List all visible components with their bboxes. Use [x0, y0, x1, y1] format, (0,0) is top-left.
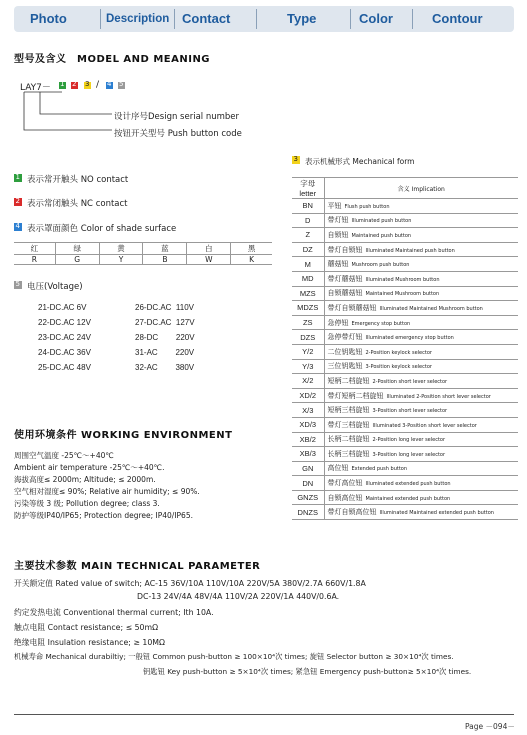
environment-line: 污染等级 3 级; Pollution degree; class 3.	[14, 499, 160, 508]
table-row	[292, 476, 518, 491]
mech-code: MD	[292, 271, 324, 286]
voltage-item: 32-AC 380V	[135, 363, 195, 372]
mech-code: XD/2	[292, 388, 324, 403]
mech-code: MDZS	[292, 301, 324, 316]
mech-code: DZS	[292, 330, 324, 345]
mech-meaning-cn: 带灯自锁蘑菇钮	[327, 303, 377, 312]
table-cell: 白	[187, 243, 231, 255]
button-code-label: 按钮开关型号 Push button code	[114, 129, 242, 139]
mech-meaning-cn: 急停带灯钮	[327, 333, 363, 342]
mech-digit: 3	[293, 155, 298, 163]
mech-code: M	[292, 257, 324, 272]
tab-contact[interactable]: Contact	[182, 11, 231, 26]
environment-heading: 使用环境条件 WORKING ENVIRONMENT	[14, 430, 233, 441]
table-row	[292, 432, 518, 447]
mech-meaning	[324, 403, 518, 418]
tab-contour[interactable]: Contour	[432, 11, 483, 26]
mech-meaning-en: Illuminated Maintained Mushroom button	[379, 305, 483, 312]
mech-meaning-cn: 自锁高位钮	[327, 493, 363, 502]
mech-meaning-cn: 长柄二档旋钮	[327, 435, 370, 444]
table-cell: K	[231, 255, 272, 265]
code-digit-5: 5	[119, 80, 124, 88]
mech-meaning	[324, 476, 518, 491]
nc-contact-label: 表示常闭触头 NC contact	[27, 199, 128, 209]
table-row	[292, 286, 518, 301]
tab-photo[interactable]: Photo	[30, 11, 67, 26]
tab-description[interactable]: Description	[106, 13, 170, 25]
mech-meaning-cn: 蘑菇钮	[327, 260, 349, 269]
no-contact-label: 表示常开触头 NO contact	[27, 175, 129, 185]
table-row	[292, 417, 518, 432]
shade-color-label: 表示罩面颜色 Color of shade surface	[27, 224, 177, 234]
mech-meaning-en: Flush push button	[344, 203, 390, 210]
mech-meaning-cn: 短柄二档旋钮	[327, 376, 370, 385]
mech-meaning-en: Illuminated Maintained extended push button	[379, 510, 494, 517]
table-header	[292, 178, 518, 199]
model-heading: 型号及含义 MODEL AND MEANING	[14, 54, 211, 65]
mech-meaning	[324, 257, 518, 272]
mech-meaning	[324, 199, 518, 214]
table-cell: B	[143, 255, 187, 265]
code-digit-2: 2	[72, 80, 77, 88]
mech-code: Y/2	[292, 344, 324, 359]
voltage-label: 电压(Voltage)	[27, 282, 83, 292]
durability-line-2: 钥匙钮 Key push-button ≥ 5×10⁴次 times; 紧急钮 Emergency push-button≥ 5×10⁴次 times.	[143, 667, 472, 676]
mech-meaning	[324, 301, 518, 316]
mech-meaning-en: Maintained extended push button	[365, 495, 451, 502]
mech-code: XD/3	[292, 417, 324, 432]
mech-meaning-en: 2-Position short lever selector	[372, 378, 448, 385]
tab-divider	[100, 9, 101, 29]
table-row	[292, 315, 518, 330]
mech-code: GNZS	[292, 490, 324, 505]
mech-meaning-en: Illuminated 2-Position short lever selector	[386, 393, 491, 400]
thermal-current-line: 约定发热电流 Conventional thermal current; Ith 10A.	[14, 608, 214, 617]
table-row	[292, 490, 518, 505]
table-row	[292, 403, 518, 418]
mech-code: X/3	[292, 403, 324, 418]
mech-meaning-en: 3-Position keylock selector	[365, 364, 432, 371]
mech-meaning-en: Illuminated Maintained push button	[365, 247, 455, 254]
mech-code: MZS	[292, 286, 324, 301]
rated-value-line: 开关额定值 Rated value of switch; AC-15 36V/10A 110V/10A 220V/5A 380V/2.7A 660V/1.8A	[14, 579, 366, 588]
mech-meaning-en: 2-Position long lever selector	[372, 437, 446, 444]
mech-meaning	[324, 315, 518, 330]
mech-meaning-cn: 带灯高位钮	[327, 479, 363, 488]
shade-color-table	[14, 242, 272, 265]
mech-code: DZ	[292, 242, 324, 257]
voltage-item: 31-AC 220V	[135, 348, 195, 357]
mech-meaning-en: Maintained Mushroom button	[365, 291, 440, 298]
mech-meaning	[324, 286, 518, 301]
color-row-cn	[14, 243, 272, 255]
mech-meaning-en: Illuminated push button	[351, 218, 412, 225]
legend-digit-4: 4	[15, 222, 20, 230]
top-tab-bar	[14, 6, 514, 32]
mech-meaning-cn: 三位钥匙钮	[327, 362, 363, 371]
table-row	[292, 199, 518, 214]
voltage-item: 28-DC 220V	[135, 333, 195, 342]
table-row	[292, 242, 518, 257]
voltage-item: 24-DC.AC 36V	[38, 348, 91, 357]
mech-code: XB/3	[292, 447, 324, 462]
mech-meaning	[324, 374, 518, 389]
table-cell: W	[187, 255, 231, 265]
table-cell: 绿	[55, 243, 99, 255]
mech-meaning-en: 3-Position short lever selector	[372, 408, 448, 415]
mech-meaning-cn: 自锁钮	[327, 230, 349, 239]
mech-meaning-cn: 长柄三档旋钮	[327, 449, 370, 458]
legend-digit-5: 5	[15, 280, 20, 288]
mech-table-body	[292, 199, 518, 520]
mech-meaning-cn: 带灯自锁高位钮	[327, 508, 377, 517]
voltage-item: 21-DC.AC 6V	[38, 303, 87, 312]
table-row	[292, 388, 518, 403]
voltage-item: 23-DC.AC 24V	[38, 333, 91, 342]
header-meaning: 含义 Implication	[324, 178, 518, 199]
environment-line: 周围空气温度 -25℃～+40℃	[14, 451, 114, 460]
mech-meaning	[324, 461, 518, 476]
voltage-item: 25-DC.AC 48V	[38, 363, 91, 372]
mech-code: XB/2	[292, 432, 324, 447]
rated-value-line-2: DC-13 24V/4A 48V/4A 110V/2A 220V/1A 440V/0.6A.	[137, 592, 340, 601]
table-cell: R	[14, 255, 55, 265]
durability-line: 机械寿命 Mechanical durabiltiy; 一般钮 Common push-button ≥ 100×10⁴次 times; 旋钮 Selector button ≥ 30×10⁴次 times.	[14, 652, 454, 661]
mech-meaning	[324, 447, 518, 462]
table-cell: Y	[99, 255, 143, 265]
mech-code: BN	[292, 199, 324, 214]
technical-heading: 主要技术参数 MAIN TECHNICAL PARAMETER	[14, 561, 261, 572]
table-cell: 蓝	[143, 243, 187, 255]
table-row	[292, 271, 518, 286]
mech-meaning-en: Emergency stop button	[351, 320, 411, 327]
legend-digit-1: 1	[15, 173, 20, 181]
environment-line: 空气相对湿度≤ 90%; Relative air humidity; ≤ 90%.	[14, 487, 200, 496]
mech-code: X/2	[292, 374, 324, 389]
environment-line: Ambient air temperature -25℃～+40℃.	[14, 463, 165, 472]
mech-meaning	[324, 359, 518, 374]
table-row	[292, 228, 518, 243]
mech-meaning	[324, 271, 518, 286]
mech-meaning-cn: 带灯三档旋钮	[327, 420, 370, 429]
mech-code: ZS	[292, 315, 324, 330]
mech-meaning-en: Extended push button	[351, 466, 408, 473]
mech-meaning-cn: 带灯自锁钮	[327, 245, 363, 254]
mech-code: GN	[292, 461, 324, 476]
mech-code: Z	[292, 228, 324, 243]
voltage-item: 27-DC.AC 127V	[135, 318, 195, 327]
tab-color[interactable]: Color	[359, 11, 393, 26]
mech-meaning-cn: 自锁蘑菇钮	[327, 289, 363, 298]
code-digit-3: 3	[85, 80, 90, 88]
contact-resistance-line: 触点电阻 Contact resistance; ≤ 50mΩ	[14, 623, 159, 632]
mech-meaning-en: Illuminated emergency stop button	[365, 335, 454, 342]
mech-meaning-en: 2-Position keylock selector	[365, 349, 432, 356]
mech-meaning	[324, 242, 518, 257]
table-row	[292, 213, 518, 228]
mech-meaning-cn: 带灯短柄二档旋钮	[327, 391, 384, 400]
tab-divider	[256, 9, 257, 29]
mech-meaning-en: Illuminated 3-Position short lever selector	[372, 422, 477, 429]
mech-code: DN	[292, 476, 324, 491]
tab-divider	[350, 9, 351, 29]
table-cell: 黄	[99, 243, 143, 255]
mech-meaning	[324, 330, 518, 345]
mech-meaning-en: Maintained push button	[351, 232, 412, 239]
environment-line: 海拔高度≤ 2000m; Altitude; ≤ 2000m.	[14, 475, 156, 484]
mech-meaning	[324, 228, 518, 243]
environment-line: 防护等级IP40/IP65; Protection degree; IP40/IP65.	[14, 511, 193, 520]
insulation-line: 绝缘电阻 Insulation resistance; ≥ 10MΩ	[14, 638, 165, 647]
header-letter: 字母letter	[292, 178, 324, 199]
voltage-item: 22-DC.AC 12V	[38, 318, 91, 327]
table-row	[292, 301, 518, 316]
mech-meaning	[324, 432, 518, 447]
mech-meaning	[324, 417, 518, 432]
table-row	[292, 257, 518, 272]
tab-divider	[174, 9, 175, 29]
voltage-item: 26-DC.AC 110V	[135, 303, 194, 312]
mech-meaning	[324, 344, 518, 359]
mech-meaning-en: 3-Position long lever selector	[372, 451, 446, 458]
mech-meaning-en: Mushroom push button	[351, 262, 410, 269]
tab-type[interactable]: Type	[287, 11, 317, 26]
model-bracket-lines	[18, 90, 118, 135]
footer-rule	[14, 714, 514, 715]
mech-meaning-cn: 二位钥匙钮	[327, 347, 363, 356]
mech-code: DNZS	[292, 505, 324, 520]
table-cell: 黑	[231, 243, 272, 255]
mech-meaning-cn: 平钮	[327, 201, 342, 210]
mech-meaning-en: Illuminated extended push button	[365, 481, 451, 488]
page-number: Page －094－	[465, 722, 515, 731]
mech-code: Y/3	[292, 359, 324, 374]
mech-meaning-cn: 短柄三档旋钮	[327, 406, 370, 415]
code-digit-4: 4	[107, 80, 112, 88]
mech-meaning	[324, 490, 518, 505]
table-row	[292, 374, 518, 389]
code-prefix: LAY7－	[20, 83, 51, 93]
table-cell: 红	[14, 243, 55, 255]
mechanical-form-table	[292, 177, 518, 520]
mech-meaning-cn: 高位钮	[327, 464, 349, 473]
mech-meaning	[324, 213, 518, 228]
mech-meaning-en: Illuminated Mushroom button	[365, 276, 440, 283]
mech-meaning	[324, 388, 518, 403]
table-row	[292, 461, 518, 476]
code-slash: /	[96, 80, 100, 90]
table-row	[292, 447, 518, 462]
table-row	[292, 505, 518, 520]
mech-meaning-cn: 带灯蘑菇钮	[327, 274, 363, 283]
mech-meaning	[324, 505, 518, 520]
table-row	[292, 359, 518, 374]
tab-divider	[412, 9, 413, 29]
legend-digit-2: 2	[15, 197, 20, 205]
mech-meaning-cn: 带灯钮	[327, 216, 349, 225]
mech-code: D	[292, 213, 324, 228]
mech-meaning-cn: 急停钮	[327, 318, 349, 327]
code-digit-1: 1	[60, 80, 65, 88]
table-cell: G	[55, 255, 99, 265]
table-row	[292, 330, 518, 345]
mech-form-label: 表示机械形式 Mechanical form	[305, 157, 415, 166]
color-row-code	[14, 255, 272, 265]
table-row	[292, 344, 518, 359]
design-serial-label: 设计序号Design serial number	[114, 112, 240, 122]
